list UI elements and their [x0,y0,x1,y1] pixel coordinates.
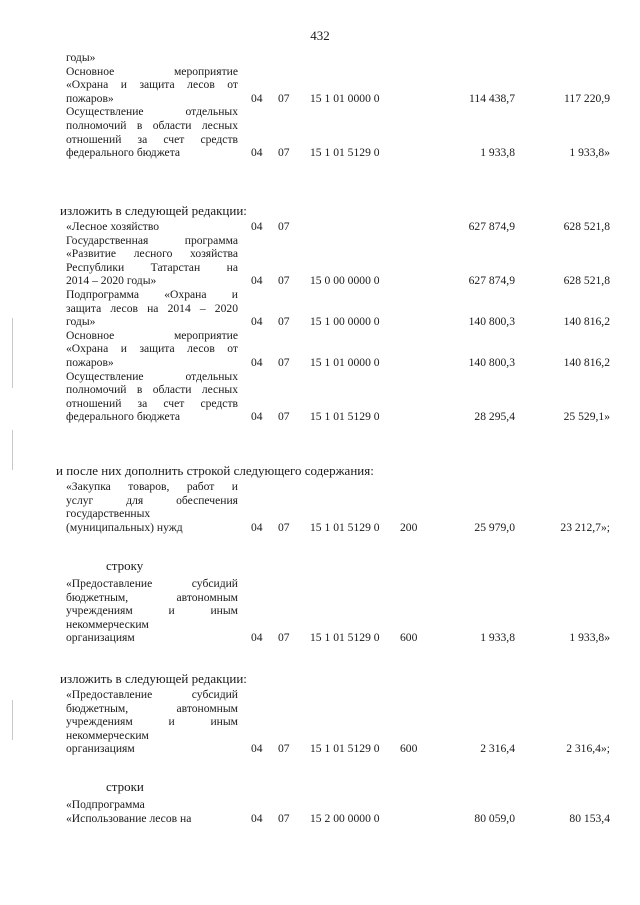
subsection-code: 07 [278,315,290,329]
subsection-code: 07 [278,631,290,645]
section-code: 04 [251,146,263,160]
row-name-line: «Предоставление субсидий [66,577,238,590]
row-name-line: годы» [66,51,96,64]
amount-year-2: 80 153,4 [569,811,610,825]
row-name-line: «Лесное хозяйство [66,220,160,233]
row-name-line: федерального бюджета [66,146,181,160]
row-name-line: «Предоставление субсидий [66,688,238,701]
row-name-line: некоммерческим [66,728,149,742]
row-name-line: полномочий в области лесных [66,383,238,397]
instruction-text: изложить в следующей редакции: [60,203,247,218]
row-name-line: (муниципальных) нужд [66,520,183,534]
row-name-line: учреждениям и иным [66,715,238,729]
target-article-code: 15 1 01 5129 0 [310,146,380,160]
row-name-line: Государственная программа [66,233,238,247]
row-name-line: Осуществление отдельных [66,369,238,383]
row-name-line: организациям [66,742,135,756]
target-article-code: 15 1 01 5129 0 [310,631,380,645]
page-number: 432 [310,28,330,43]
amount-year-2: 140 816,2 [563,315,610,329]
row-name-line: услуг для обеспечения [66,493,238,507]
row-name-line: бюджетным, автономным [66,701,238,715]
row-name-line: Основное мероприятие [66,328,238,342]
row-name-line: защита лесов на 2014 – 2020 [66,301,238,315]
row-name-line: «Охрана и защита лесов от [66,78,238,92]
row-name-line: полномочий в области лесных [66,119,238,132]
instruction-text: изложить в следующей редакции: [60,671,247,686]
amount-year-1: 140 800,3 [468,315,515,329]
row-name-line: отношений за счет средств [66,396,238,410]
amount-year-2: 1 933,8» [569,146,610,160]
instruction-text: строки [106,779,144,794]
subsection-code: 07 [278,220,290,233]
instruction-text: и после них дополнить строкой следующего содержания: [56,463,374,478]
section-code: 04 [251,274,263,288]
amount-year-1: 114 438,7 [469,91,515,105]
row-name-line: федерального бюджета [66,410,181,424]
target-article-code: 15 1 00 0000 0 [310,315,380,329]
row-name-line: «Подпрограмма [66,798,145,811]
amount-year-2: 23 212,7»; [560,520,610,534]
row-name-line: «Использование лесов на [66,811,192,825]
amount-year-2: 1 933,8» [569,631,610,645]
row-name-line: бюджетным, автономным [66,590,238,604]
section-code: 04 [251,356,263,369]
section-code: 04 [251,91,263,105]
target-article-code: 15 1 01 5129 0 [310,520,380,534]
row-name-line: государственных [66,507,151,521]
expense-type-code: 600 [400,631,418,645]
row-name-line: 2014 – 2020 годы» [66,274,157,288]
target-article-code: 15 1 01 5129 0 [310,410,380,424]
section-code: 04 [251,631,263,645]
amount-year-2: 117 220,9 [564,91,610,105]
section-code: 04 [251,220,263,233]
subsection-code: 07 [278,520,290,534]
subsection-code: 07 [278,410,290,424]
row-name-line: «Развитие лесного хозяйства [66,247,238,261]
amount-year-2: 2 316,4»; [566,742,610,756]
row-name-line: Основное мероприятие [66,64,238,78]
amount-year-1: 627 874,9 [468,220,515,233]
target-article-code: 15 1 01 5129 0 [310,742,380,756]
target-article-code: 15 2 00 0000 0 [310,811,380,825]
amount-year-1: 25 979,0 [474,520,515,534]
amount-year-1: 627 874,9 [468,274,515,288]
amount-year-1: 140 800,3 [468,356,515,369]
amount-year-1: 1 933,8 [480,631,515,645]
section-code: 04 [251,811,263,825]
target-article-code: 15 1 01 0000 0 [310,356,380,369]
row-name-line: годы» [66,315,96,329]
subsection-code: 07 [278,356,290,369]
row-name-line: Осуществление отдельных [66,105,238,119]
subsection-code: 07 [278,274,290,288]
amount-year-2: 25 529,1» [563,410,610,424]
expense-type-code: 200 [400,520,418,534]
amount-year-2: 628 521,8 [563,274,610,288]
row-name-line: «Охрана и защита лесов от [66,342,238,356]
scan-margin-mark [12,430,13,470]
target-article-code: 15 0 00 0000 0 [310,274,380,288]
subsection-code: 07 [278,91,290,105]
instruction-text: строку [106,558,144,573]
row-name-line: пожаров» [66,91,114,105]
section-code: 04 [251,742,263,756]
section-code: 04 [251,520,263,534]
row-name-line: организациям [66,631,135,645]
row-name-line: Республики Татарстан на [66,260,238,274]
amount-year-1: 2 316,4 [480,742,515,756]
amount-year-2: 140 816,2 [563,356,610,369]
subsection-code: 07 [278,811,290,825]
amount-year-1: 28 295,4 [474,410,515,424]
row-name-line: учреждениям и иным [66,604,238,618]
target-article-code: 15 1 01 0000 0 [310,91,380,105]
subsection-code: 07 [278,146,290,160]
amount-year-2: 628 521,8 [563,220,610,233]
subsection-code: 07 [278,742,290,756]
section-code: 04 [251,315,263,329]
scan-margin-mark [12,700,13,740]
section-code: 04 [251,410,263,424]
row-name-line: некоммерческим [66,617,149,631]
amount-year-1: 80 059,0 [474,811,515,825]
row-name-line: Подпрограмма «Охрана и [66,288,238,301]
scan-margin-mark [12,318,13,388]
row-name-line: «Закупка товаров, работ и [66,480,238,493]
row-name-line: отношений за счет средств [66,132,238,146]
row-name-line: пожаров» [66,356,114,369]
expense-type-code: 600 [400,742,418,756]
amount-year-1: 1 933,8 [480,146,515,160]
